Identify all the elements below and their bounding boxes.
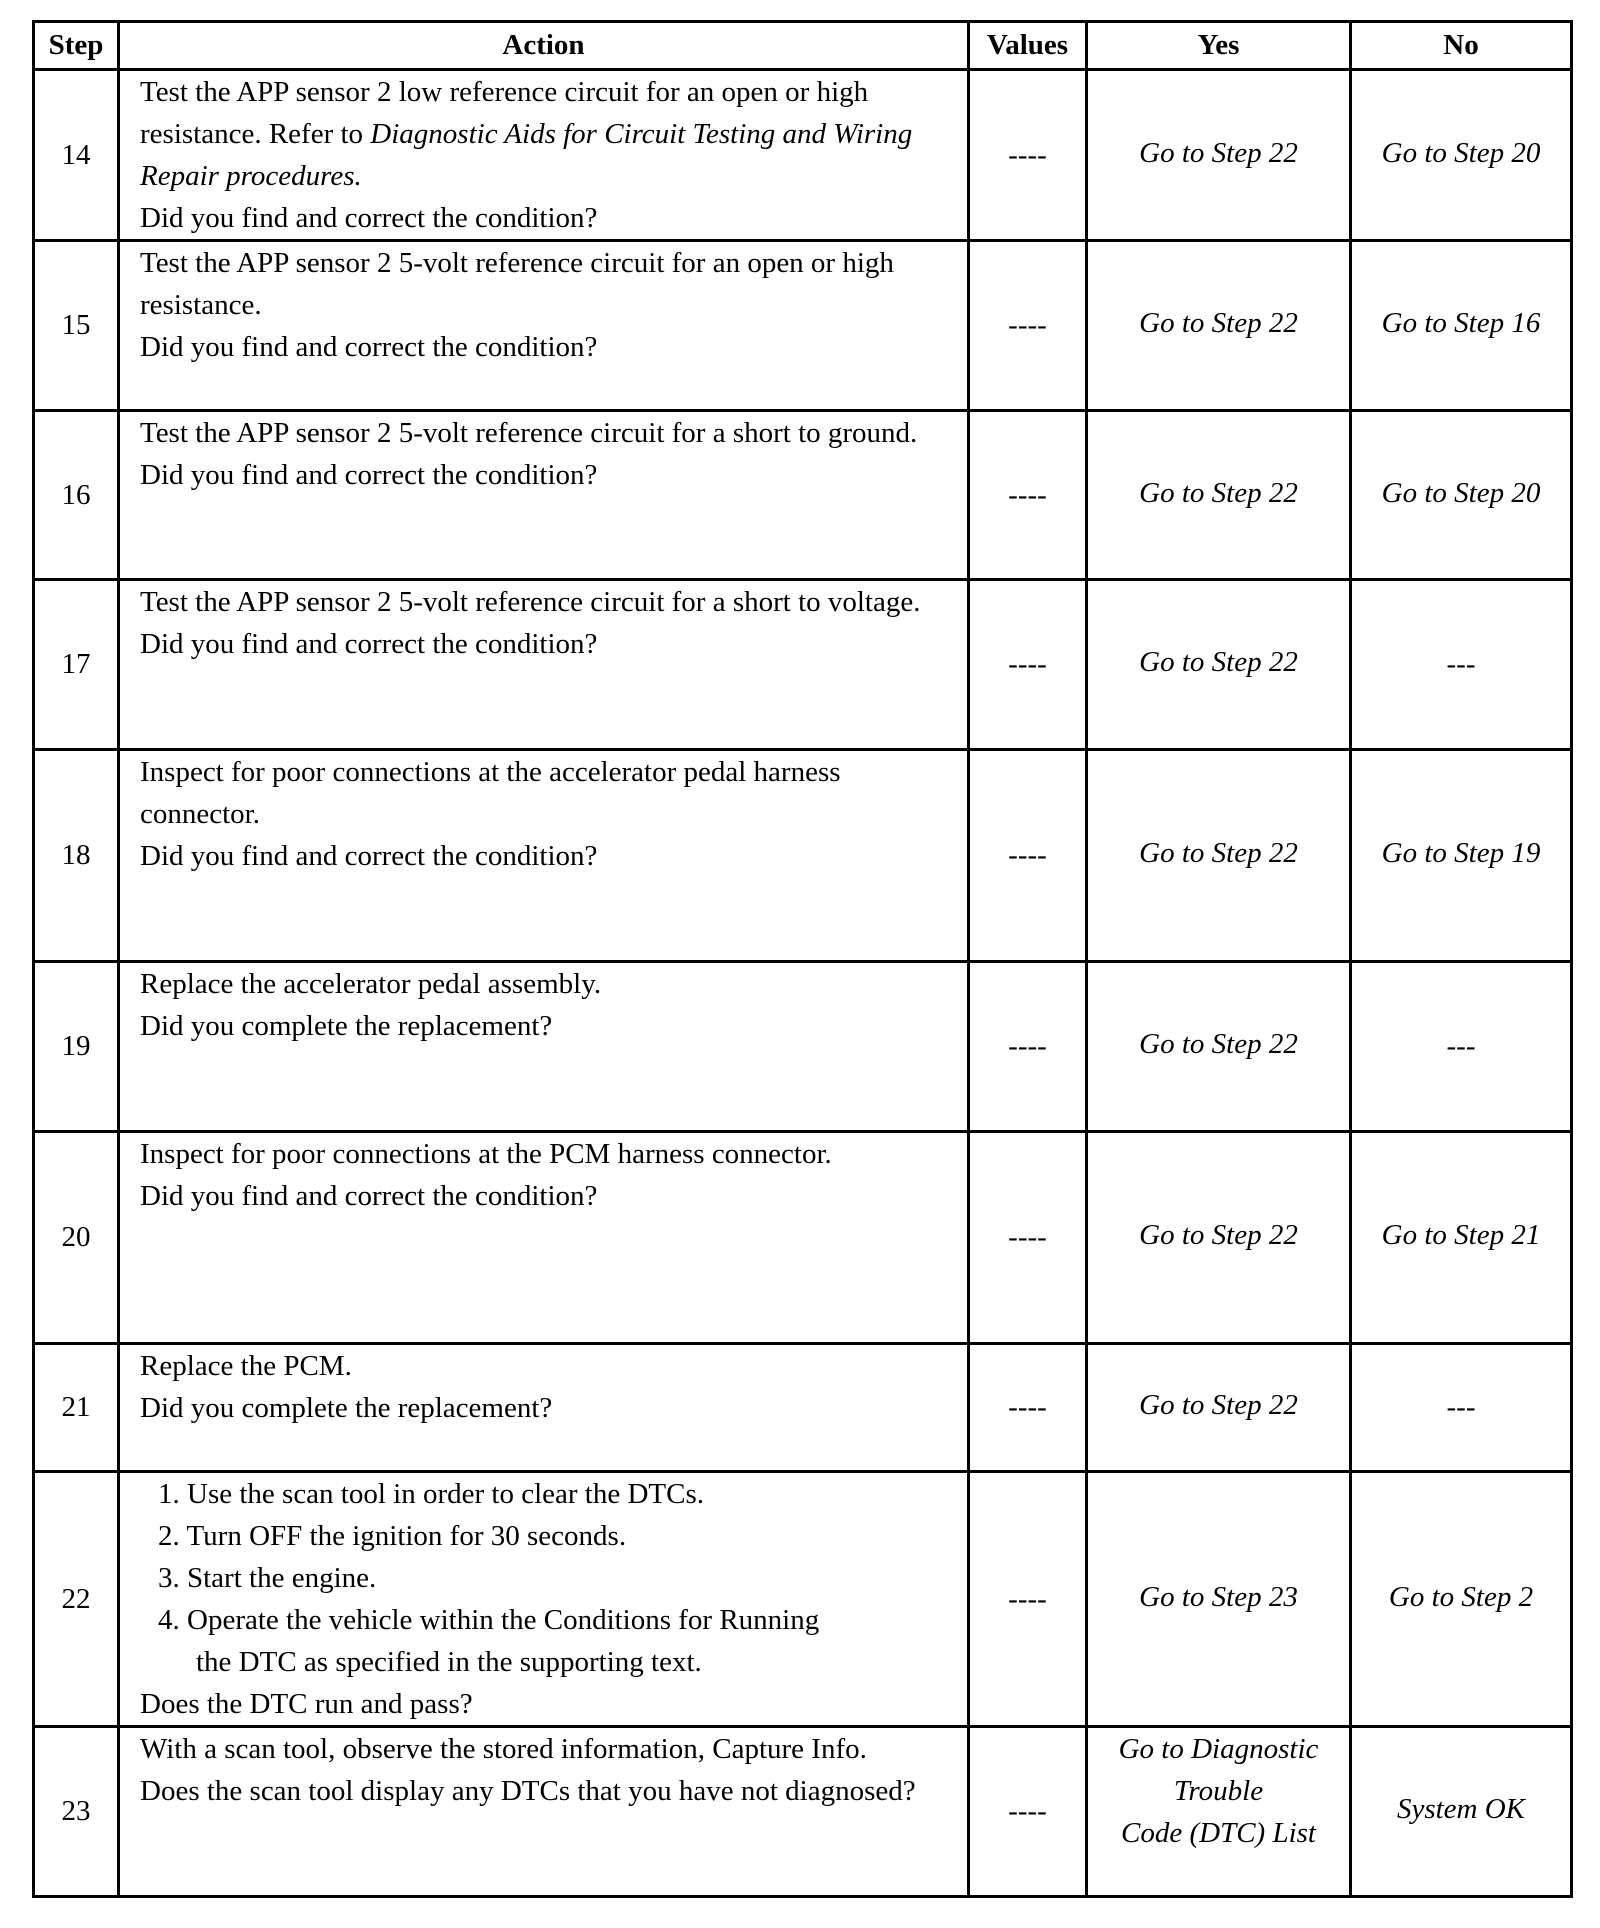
table-row (34, 411, 1572, 580)
no-link[interactable]: Go to Step 20 (1381, 136, 1541, 169)
values-cell: ---- (969, 241, 1087, 411)
list-item: 3. Start the engine. (158, 1562, 377, 1594)
no-link[interactable]: Go to Step 21 (1381, 1219, 1541, 1251)
no-cell: --- (1351, 1344, 1572, 1472)
yes-link[interactable]: Go to Step 22 (1139, 646, 1298, 678)
table-row (34, 70, 1572, 241)
yes-link[interactable]: Go to Step 22 (1139, 476, 1298, 509)
yes-cell (1087, 1344, 1351, 1472)
values-cell: ---- (969, 1472, 1087, 1727)
action-text: Test the APP sensor 2 5-volt reference circuit for a short to ground. (140, 417, 918, 449)
action-cell (119, 962, 969, 1132)
values-cell: ---- (969, 1727, 1087, 1897)
header-yes: Yes (1087, 22, 1351, 70)
yes-cell (1087, 750, 1351, 962)
action-question: Does the DTC run and pass? (140, 1688, 473, 1720)
procedure-list (140, 1473, 951, 1683)
yes-link[interactable]: Go to Step 23 (1139, 1580, 1298, 1613)
table-row (34, 1132, 1572, 1344)
step-number: 17 (34, 580, 119, 750)
action-question: Did you find and correct the condition? (140, 840, 598, 872)
yes-link[interactable]: Go to Step 22 (1139, 136, 1298, 169)
no-cell (1351, 1132, 1572, 1344)
yes-cell (1087, 1727, 1351, 1897)
values-cell: ---- (969, 1132, 1087, 1344)
yes-link-line: Code (DTC) List (1121, 1817, 1316, 1849)
no-cell (1351, 1727, 1572, 1897)
yes-cell (1087, 411, 1351, 580)
values-cell: ---- (969, 580, 1087, 750)
action-text: Replace the accelerator pedal assembly. (140, 968, 602, 1000)
action-text: Inspect for poor connections at the accelerator pedal harness connector. (140, 756, 841, 830)
action-cell (119, 580, 969, 750)
table-row (34, 580, 1572, 750)
no-cell: --- (1351, 580, 1572, 750)
step-number: 15 (34, 241, 119, 411)
values-cell: ---- (969, 962, 1087, 1132)
action-cell (119, 70, 969, 241)
header-no: No (1351, 22, 1572, 70)
action-question: Did you find and correct the condition? (140, 628, 598, 660)
values-cell: ---- (969, 70, 1087, 241)
action-question: Did you find and correct the condition? (140, 1180, 598, 1212)
action-reference: Diagnostic Aids for Circuit Testing and Wiring Repair procedures. (140, 118, 913, 192)
values-cell: ---- (969, 411, 1087, 580)
step-number: 23 (34, 1727, 119, 1897)
action-cell (119, 1132, 969, 1344)
list-item: 1. Use the scan tool in order to clear the DTCs. (158, 1478, 705, 1510)
action-text: Test the APP sensor 2 low reference circuit for an open or high resistance. Refer to (140, 76, 869, 150)
yes-link[interactable]: Go to Step 22 (1139, 307, 1298, 339)
action-text: Replace the PCM. (140, 1350, 352, 1382)
yes-link[interactable]: Go to Step 22 (1139, 1219, 1298, 1251)
list-item: 2. Turn OFF the ignition for 30 seconds. (158, 1520, 627, 1552)
no-link[interactable]: Go to Step 19 (1381, 837, 1541, 869)
action-question: Did you complete the replacement? (140, 1392, 553, 1424)
action-text: Test the APP sensor 2 5-volt reference circuit for an open or high resistance. (140, 247, 894, 321)
yes-cell (1087, 70, 1351, 241)
yes-link[interactable] (1088, 1728, 1349, 1854)
step-number: 21 (34, 1344, 119, 1472)
action-cell (119, 1344, 969, 1472)
header-values: Values (969, 22, 1087, 70)
no-link[interactable]: Go to Step 20 (1381, 476, 1541, 509)
action-text: With a scan tool, observe the stored information, Capture Info. (140, 1733, 867, 1765)
table-row (34, 962, 1572, 1132)
list-item-continuation: the DTC as specified in the supporting text. (196, 1646, 702, 1678)
table-row (34, 1344, 1572, 1472)
diagnostic-table (32, 20, 1573, 1898)
yes-cell (1087, 1132, 1351, 1344)
action-question: Did you find and correct the condition? (140, 202, 598, 234)
action-cell (119, 750, 969, 962)
yes-cell (1087, 1472, 1351, 1727)
header-step: Step (34, 22, 119, 70)
values-cell: ---- (969, 1344, 1087, 1472)
yes-link[interactable]: Go to Step 22 (1139, 837, 1298, 869)
action-cell (119, 411, 969, 580)
action-cell (119, 1727, 969, 1897)
action-cell (119, 241, 969, 411)
yes-cell (1087, 241, 1351, 411)
no-link[interactable]: Go to Step 2 (1388, 1580, 1534, 1613)
header-row (34, 22, 1572, 70)
no-result: System OK (1396, 1793, 1526, 1825)
no-cell: --- (1351, 962, 1572, 1132)
yes-link[interactable]: Go to Step 22 (1139, 1028, 1298, 1060)
no-link[interactable]: Go to Step 16 (1381, 307, 1541, 339)
table-row (34, 750, 1572, 962)
no-cell (1351, 1472, 1572, 1727)
table-row (34, 241, 1572, 411)
no-cell (1351, 750, 1572, 962)
no-cell (1351, 411, 1572, 580)
step-number: 16 (34, 411, 119, 580)
step-number: 20 (34, 1132, 119, 1344)
yes-cell (1087, 962, 1351, 1132)
step-number: 22 (34, 1472, 119, 1727)
no-cell (1351, 70, 1572, 241)
yes-cell (1087, 580, 1351, 750)
table-row (34, 1727, 1572, 1897)
action-question: Did you complete the replacement? (140, 1010, 553, 1042)
values-cell: ---- (969, 750, 1087, 962)
action-text: Inspect for poor connections at the PCM harness connector. (140, 1138, 832, 1170)
step-number: 19 (34, 962, 119, 1132)
action-cell (119, 1472, 969, 1727)
header-action: Action (119, 22, 969, 70)
action-text: Test the APP sensor 2 5-volt reference circuit for a short to voltage. (140, 586, 921, 618)
action-question: Did you find and correct the condition? (140, 459, 598, 491)
table-row (34, 1472, 1572, 1727)
action-question: Does the scan tool display any DTCs that you have not diagnosed? (140, 1775, 916, 1807)
yes-link-line: Trouble (1173, 1775, 1264, 1807)
list-item: 4. Operate the vehicle within the Conditions for Running (158, 1604, 820, 1636)
no-cell (1351, 241, 1572, 411)
yes-link[interactable]: Go to Step 22 (1139, 1389, 1298, 1421)
action-question: Did you find and correct the condition? (140, 331, 598, 363)
yes-link-line: Go to Diagnostic (1118, 1733, 1319, 1765)
step-number: 14 (34, 70, 119, 241)
step-number: 18 (34, 750, 119, 962)
